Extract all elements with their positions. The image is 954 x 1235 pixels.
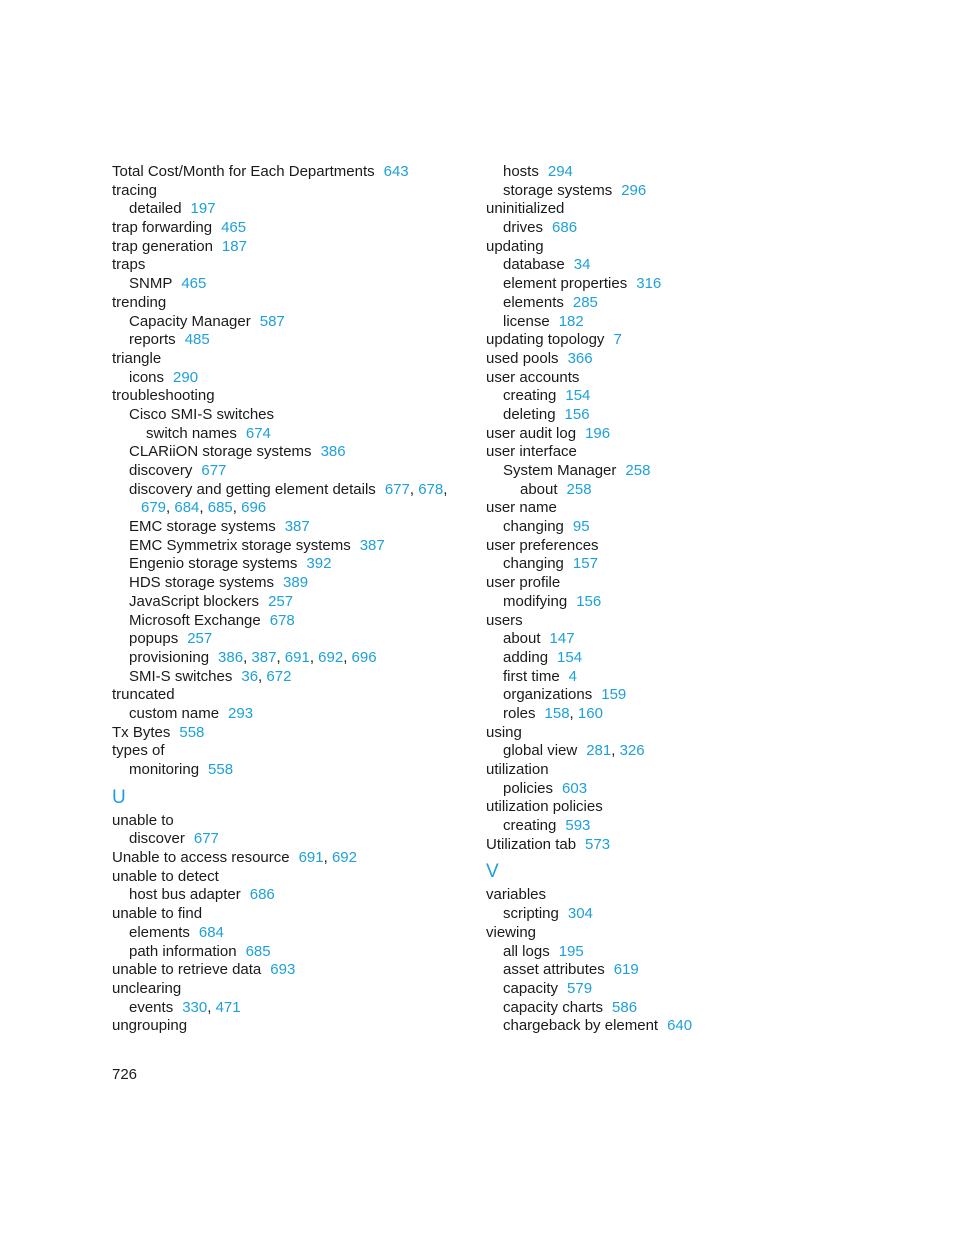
- index-term: used pools: [486, 349, 559, 367]
- index-entry: [486, 313, 926, 332]
- index-term: Utilization tab: [486, 835, 577, 853]
- page-link[interactable]: 691: [284, 648, 310, 666]
- index-term: user accounts: [486, 368, 580, 386]
- page-link[interactable]: 156: [576, 592, 602, 610]
- page-link[interactable]: 294: [547, 163, 573, 180]
- index-term: elements: [503, 293, 564, 311]
- index-term: trap forwarding: [112, 219, 213, 237]
- index-entry: [486, 593, 926, 612]
- page-link[interactable]: 587: [259, 312, 285, 330]
- comma-separator: ,: [207, 998, 216, 1016]
- page-link[interactable]: 293: [228, 704, 254, 722]
- comma-separator: ,: [309, 648, 319, 666]
- page-link[interactable]: 258: [566, 480, 592, 498]
- comma-separator: ,: [232, 499, 242, 517]
- index-entry: [486, 980, 926, 999]
- index-entry: [486, 443, 926, 462]
- comma-separator: ,: [611, 742, 620, 760]
- index-term: SNMP: [129, 275, 173, 293]
- index-term: EMC storage systems: [129, 518, 276, 536]
- index-entry: [112, 849, 482, 868]
- index-entry: [112, 425, 482, 444]
- index-entry: [486, 387, 926, 406]
- index-term: updating topology: [486, 331, 605, 349]
- index-entry: [112, 886, 482, 905]
- index-term: reports: [129, 331, 176, 349]
- index-entry: [112, 331, 482, 350]
- index-term: ungrouping: [112, 1017, 188, 1035]
- index-term: custom name: [129, 704, 220, 722]
- page-number: 726: [112, 1066, 138, 1083]
- index-term: Engenio storage systems: [129, 555, 298, 573]
- index-entry: [486, 574, 926, 593]
- page-link[interactable]: 196: [585, 424, 611, 442]
- page-link[interactable]: 4: [568, 667, 578, 685]
- index-term: events: [129, 998, 174, 1016]
- index-entry: [112, 200, 482, 219]
- index-term: unable to detect: [112, 867, 219, 885]
- index-entry: [112, 868, 482, 887]
- index-entry: [112, 406, 482, 425]
- index-term: adding: [503, 648, 549, 666]
- index-term: license: [503, 312, 550, 330]
- page-link[interactable]: 643: [383, 163, 409, 180]
- index-term: policies: [503, 779, 554, 797]
- page-link[interactable]: 692: [331, 849, 357, 867]
- index-entry: [486, 742, 926, 761]
- index-column-left: [112, 163, 482, 1036]
- index-term: host bus adapter: [129, 886, 241, 904]
- page-link[interactable]: 692: [318, 648, 344, 666]
- index-column-right: [486, 163, 926, 1036]
- page-link[interactable]: 485: [184, 331, 210, 349]
- page-link[interactable]: 684: [198, 923, 224, 941]
- index-entry: [112, 924, 482, 943]
- index-entry: [112, 742, 482, 761]
- index-term: storage systems: [503, 181, 613, 199]
- page-link[interactable]: 158: [544, 704, 570, 722]
- index-term: SMI-S switches: [129, 667, 233, 685]
- index-entry: [486, 350, 926, 369]
- index-letter-heading: U: [112, 786, 126, 808]
- index-term: provisioning: [129, 648, 210, 666]
- page-link[interactable]: 677: [193, 830, 219, 848]
- index-entry: [112, 812, 482, 831]
- page-link[interactable]: 558: [208, 761, 234, 778]
- index-term: drives: [503, 219, 544, 237]
- index-term: Tx Bytes: [112, 723, 171, 741]
- index-entry: [112, 593, 482, 612]
- index-entry: [486, 200, 926, 219]
- page-link[interactable]: 36: [241, 667, 259, 685]
- index-term: unable to retrieve data: [112, 961, 262, 979]
- index-entry: [112, 668, 482, 687]
- index-term: discovery and getting element details: [129, 480, 376, 498]
- page-link[interactable]: 586: [612, 998, 638, 1016]
- index-entry: [112, 943, 482, 962]
- index-term: updating: [486, 237, 544, 255]
- index-term: user interface: [486, 443, 577, 461]
- index-entry: [112, 238, 482, 257]
- page-link[interactable]: 159: [601, 686, 627, 704]
- page-link[interactable]: 573: [585, 835, 611, 853]
- index-term: utilization policies: [486, 798, 603, 816]
- page-link[interactable]: 691: [298, 849, 324, 867]
- index-entry: [486, 798, 926, 817]
- index-entry: [486, 462, 926, 481]
- index-entry: [112, 443, 482, 462]
- index-entry: [486, 219, 926, 238]
- page-link[interactable]: 326: [619, 742, 645, 760]
- index-entry: [112, 499, 482, 518]
- index-term: elements: [129, 923, 190, 941]
- index-entry: [112, 830, 482, 849]
- index-term: HDS storage systems: [129, 574, 275, 592]
- index-term: about: [503, 630, 541, 648]
- comma-separator: ,: [569, 704, 578, 722]
- index-letter-heading: V: [486, 861, 499, 883]
- index-term: chargeback by element: [503, 1017, 659, 1035]
- index-term: all logs: [503, 942, 550, 960]
- index-term: capacity charts: [503, 998, 604, 1016]
- page-link[interactable]: 684: [174, 499, 200, 517]
- index-entry: [486, 943, 926, 962]
- page-link[interactable]: 366: [567, 349, 593, 367]
- page-link[interactable]: 290: [173, 368, 199, 386]
- index-term: deleting: [503, 405, 556, 423]
- index-entry: [112, 275, 482, 294]
- page-link[interactable]: 182: [558, 312, 584, 330]
- index-term: truncated: [112, 686, 175, 704]
- index-term: about: [520, 480, 558, 498]
- page-link[interactable]: 686: [552, 219, 578, 237]
- index-entry: [112, 1017, 482, 1036]
- index-entry: [112, 256, 482, 275]
- index-entry: [486, 724, 926, 743]
- index-term: user preferences: [486, 536, 599, 554]
- index-term: switch names: [146, 424, 237, 442]
- index-entry: [112, 518, 482, 537]
- index-term: types of: [112, 742, 165, 760]
- index-term: element properties: [503, 275, 628, 293]
- index-entry: [486, 537, 926, 556]
- index-entry: [486, 499, 926, 518]
- index-term: global view: [503, 742, 578, 760]
- comma-separator: ,: [443, 480, 448, 498]
- index-entry: [486, 905, 926, 924]
- index-term: changing: [503, 518, 564, 536]
- index-entry: [486, 924, 926, 943]
- page-link[interactable]: 603: [562, 779, 588, 797]
- index-entry: [486, 425, 926, 444]
- index-term: Capacity Manager: [129, 312, 251, 330]
- index-entry: [486, 817, 926, 836]
- index-entry: [486, 256, 926, 275]
- index-entry: [486, 612, 926, 631]
- index-entry: [486, 182, 926, 201]
- index-entry: [112, 182, 482, 201]
- index-entry: [486, 668, 926, 687]
- page-link[interactable]: 677: [384, 480, 410, 498]
- index-entry: [112, 980, 482, 999]
- index-term: capacity: [503, 979, 559, 997]
- index-term: tracing: [112, 181, 158, 199]
- index-entry: [486, 705, 926, 724]
- index-entry: [112, 387, 482, 406]
- index-term: roles: [503, 704, 536, 722]
- index-term: creating: [503, 817, 557, 835]
- index-entry: [112, 462, 482, 481]
- index-entry: [112, 705, 482, 724]
- page-link[interactable]: 465: [181, 275, 207, 293]
- page-link[interactable]: 316: [636, 275, 662, 293]
- page-link[interactable]: 160: [577, 704, 603, 722]
- index-entry: [486, 481, 926, 500]
- page-link[interactable]: 679: [141, 499, 167, 517]
- index-term: Unable to access resource: [112, 849, 290, 867]
- index-term: troubleshooting: [112, 387, 215, 405]
- index-term: icons: [129, 368, 165, 386]
- page-link[interactable]: 7: [613, 331, 622, 349]
- index-term: traps: [112, 256, 146, 274]
- page-link[interactable]: 386: [218, 648, 244, 666]
- index-entry: [486, 406, 926, 425]
- index-entry: [486, 555, 926, 574]
- index-term: discovery: [129, 462, 193, 479]
- index-entry: [486, 630, 926, 649]
- page-link[interactable]: 281: [586, 742, 612, 760]
- index-term: unable to: [112, 811, 174, 829]
- page-link[interactable]: 686: [249, 886, 275, 904]
- page-link[interactable]: 640: [667, 1017, 693, 1035]
- index-entry: [112, 163, 482, 182]
- comma-separator: ,: [409, 480, 419, 498]
- index-term: CLARiiON storage systems: [129, 443, 312, 461]
- index-term: creating: [503, 387, 557, 405]
- index-entry: [486, 238, 926, 257]
- index-entry: [486, 961, 926, 980]
- index-entry: [486, 886, 926, 905]
- comma-separator: ,: [343, 648, 352, 666]
- index-term: trap generation: [112, 237, 213, 255]
- index-entry: [112, 294, 482, 313]
- page-link[interactable]: 389: [283, 574, 309, 592]
- comma-separator: ,: [323, 849, 332, 867]
- index-entry: [486, 369, 926, 388]
- index-term: JavaScript blockers: [129, 592, 260, 610]
- index-term: variables: [486, 886, 547, 904]
- comma-separator: ,: [199, 499, 208, 517]
- index-entry: [486, 331, 926, 350]
- page-link[interactable]: 330: [182, 998, 208, 1016]
- page-link[interactable]: 386: [320, 443, 346, 461]
- index-term: scripting: [503, 905, 559, 923]
- index-term: viewing: [486, 923, 537, 941]
- index-entry: [112, 724, 482, 743]
- index-entry: [486, 294, 926, 313]
- index-entry: [486, 649, 926, 668]
- page-link[interactable]: 392: [306, 555, 332, 573]
- index-term: discover: [129, 830, 185, 848]
- index-entry: [112, 313, 482, 332]
- page-link[interactable]: 187: [221, 237, 247, 255]
- index-term: user profile: [486, 574, 561, 592]
- page-link[interactable]: 257: [268, 592, 294, 610]
- index-term: organizations: [503, 686, 593, 704]
- index-term: trending: [112, 293, 167, 311]
- page-link[interactable]: 157: [572, 555, 598, 573]
- page-link[interactable]: 677: [201, 462, 227, 479]
- page-link[interactable]: 257: [187, 630, 213, 648]
- index-entry: [486, 999, 926, 1018]
- index-entry: [486, 780, 926, 799]
- page-link[interactable]: 685: [245, 942, 271, 960]
- index-entry: [112, 649, 482, 668]
- index-term: hosts: [503, 163, 539, 180]
- index-term: asset attributes: [503, 961, 605, 979]
- index-entry: [486, 686, 926, 705]
- index-entry: [112, 481, 482, 500]
- index-term: monitoring: [129, 761, 200, 778]
- index-term: modifying: [503, 592, 568, 610]
- index-term: Microsoft Exchange: [129, 611, 261, 629]
- page-link[interactable]: 674: [245, 424, 271, 442]
- page-link[interactable]: 593: [565, 817, 591, 835]
- index-term: triangle: [112, 349, 162, 367]
- comma-separator: ,: [258, 667, 267, 685]
- comma-separator: ,: [276, 648, 285, 666]
- index-entry: [112, 612, 482, 631]
- index-term: unable to find: [112, 905, 203, 923]
- page-link[interactable]: 154: [557, 648, 583, 666]
- index-entry: [486, 761, 926, 780]
- comma-separator: ,: [243, 648, 252, 666]
- page-link[interactable]: 95: [572, 518, 590, 536]
- page-link[interactable]: 696: [241, 499, 267, 517]
- page-link[interactable]: 579: [567, 979, 593, 997]
- index-term: EMC Symmetrix storage systems: [129, 536, 351, 554]
- index-entry: [112, 686, 482, 705]
- index-entry: [112, 219, 482, 238]
- index-term: path information: [129, 942, 237, 960]
- index-term: using: [486, 723, 522, 741]
- index-entry: [112, 961, 482, 980]
- index-term: uninitialized: [486, 200, 565, 218]
- index-entry: [486, 275, 926, 294]
- page-link[interactable]: 156: [564, 405, 590, 423]
- index-term: System Manager: [503, 462, 617, 479]
- page-link[interactable]: 34: [573, 256, 591, 274]
- index-term: utilization: [486, 761, 549, 778]
- index-entry: [112, 350, 482, 369]
- page-link[interactable]: 387: [359, 536, 385, 554]
- page-link[interactable]: 296: [621, 181, 647, 199]
- page-link[interactable]: 195: [558, 942, 584, 960]
- page-link[interactable]: 678: [418, 480, 444, 498]
- page-link[interactable]: 678: [269, 611, 295, 629]
- index-entry: [112, 630, 482, 649]
- comma-separator: ,: [166, 499, 175, 517]
- page-link[interactable]: 197: [190, 200, 216, 218]
- index-term: detailed: [129, 200, 182, 218]
- page-link[interactable]: 387: [284, 518, 310, 536]
- index-term: user name: [486, 499, 557, 517]
- index-term: changing: [503, 555, 564, 573]
- index-term: unclearing: [112, 979, 182, 997]
- page-link[interactable]: 693: [270, 961, 296, 979]
- index-term: popups: [129, 630, 179, 648]
- index-entry: [112, 999, 482, 1018]
- page-link[interactable]: 465: [221, 219, 247, 237]
- page-link[interactable]: 387: [251, 648, 277, 666]
- page-link[interactable]: 471: [215, 998, 241, 1016]
- index-entry: [112, 574, 482, 593]
- index-entry: [486, 163, 926, 182]
- page-link[interactable]: 696: [351, 648, 377, 666]
- page-link[interactable]: 558: [179, 723, 205, 741]
- page-link[interactable]: 685: [207, 499, 233, 517]
- index-entry: [112, 537, 482, 556]
- page-link[interactable]: 304: [567, 905, 593, 923]
- index-term: Cisco SMI-S switches: [129, 405, 275, 423]
- page-link[interactable]: 154: [565, 387, 591, 405]
- index-entry: [112, 369, 482, 388]
- index-entry: [112, 761, 482, 780]
- page-link[interactable]: 672: [266, 667, 292, 685]
- index-term: database: [503, 256, 565, 274]
- index-entry: [112, 905, 482, 924]
- index-term: Total Cost/Month for Each Departments: [112, 163, 375, 180]
- page-link[interactable]: 619: [613, 961, 639, 979]
- index-term: user audit log: [486, 424, 577, 442]
- index-term: users: [486, 611, 523, 629]
- index-term: first time: [503, 667, 560, 685]
- index-entry: [112, 555, 482, 574]
- page-link[interactable]: 147: [549, 630, 575, 648]
- page-link[interactable]: 285: [572, 293, 598, 311]
- index-entry: [486, 836, 926, 855]
- index-entry: [486, 518, 926, 537]
- page-link[interactable]: 258: [625, 462, 651, 479]
- index-entry: [486, 1017, 926, 1036]
